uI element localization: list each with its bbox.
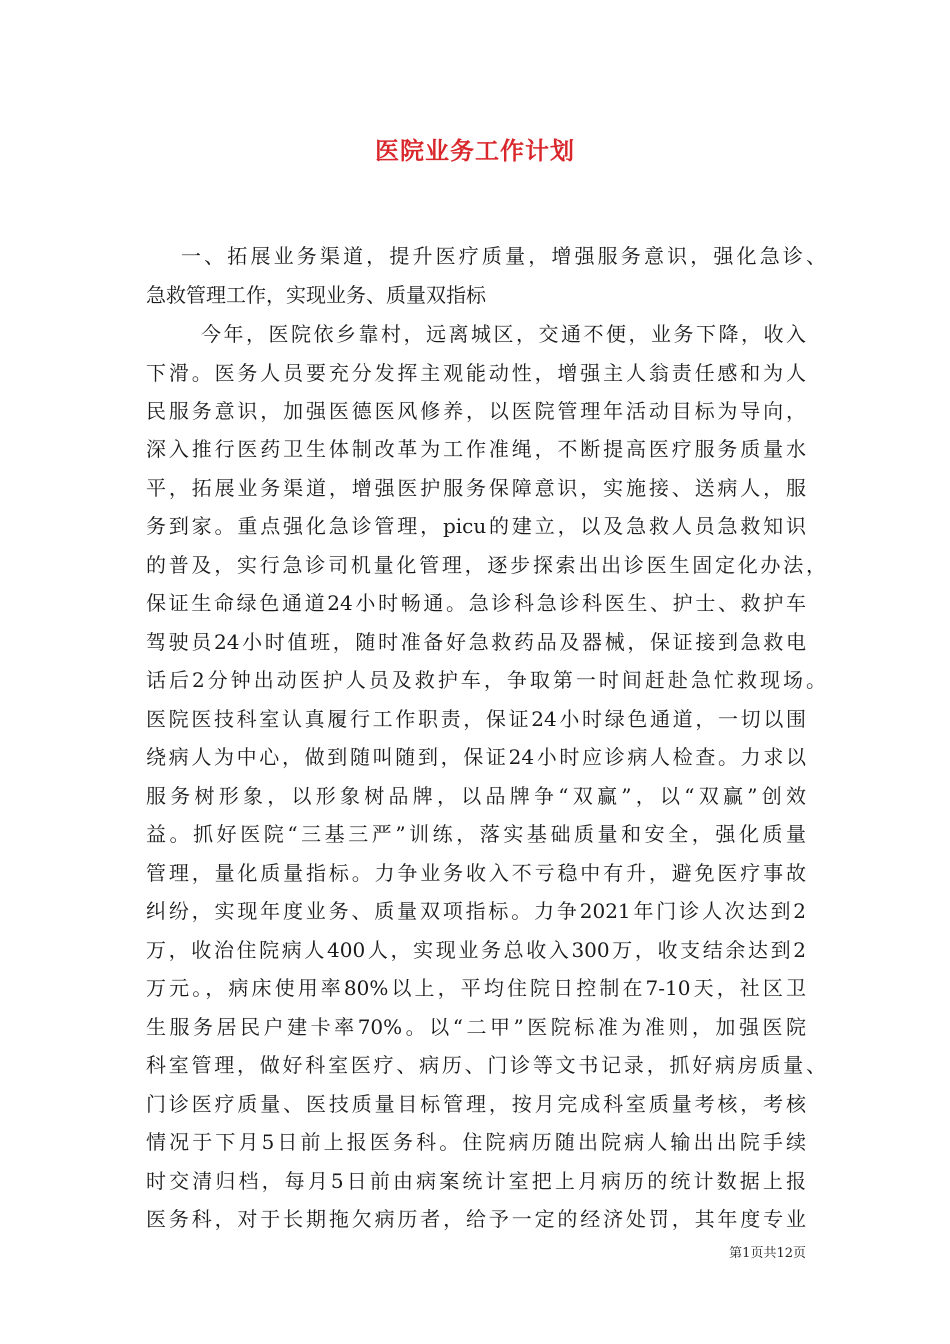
paragraph-line: 情况于下月5日前上报医务科。住院病历随出院病人输出出院手续 (146, 1130, 806, 1154)
paragraph-line: 科室管理，做好科室医疗、病历、门诊等文书记录，抓好病房质量、 (146, 1053, 826, 1077)
paragraph-line: 医务科，对于长期拖欠病历者，给予一定的经济处罚，其年度专业 (146, 1207, 806, 1231)
paragraph-line: 话后2分钟出动医护人员及救护车，争取第一时间赶赴急忙救现场。 (146, 668, 826, 692)
paragraph-line: 服务树形象，以形象树品牌，以品牌争“双赢”，以“双赢”创效 (146, 784, 806, 808)
paragraph-line: 万元。，病床使用率80%以上，平均住院日控制在7-10天，社区卫 (146, 976, 806, 1000)
paragraph-line: 平，拓展业务渠道，增强医护服务保障意识，实施接、送病人，服 (146, 476, 806, 500)
heading-line: 急救管理工作，实现业务、质量双指标 (146, 283, 486, 307)
paragraph-line: 益。抓好医院“三基三严”训练，落实基础质量和安全，强化质量 (146, 822, 806, 846)
paragraph-line: 管理，量化质量指标。力争业务收入不亏稳中有升，避免医疗事故 (146, 861, 806, 885)
paragraph-line: 的普及，实行急诊司机量化管理，逐步探索出出诊医生固定化办法， (146, 553, 826, 577)
paragraph-line: 务到家。重点强化急诊管理，picu的建立，以及急救人员急救知识 (146, 514, 806, 538)
paragraph-line: 门诊医疗质量、医技质量目标管理，按月完成科室质量考核，考核 (146, 1092, 806, 1116)
paragraph-line: 万，收治住院病人400人，实现业务总收入300万，收支结余达到2 (146, 938, 806, 962)
heading-line: 一、拓展业务渠道，提升医疗质量，增强服务意识，强化急诊、 (181, 244, 826, 268)
paragraph-line: 驾驶员24小时值班，随时准备好急救药品及器械，保证接到急救电 (146, 630, 806, 654)
page-number: 第1页共12页 (729, 1246, 806, 1261)
paragraph-line: 保证生命绿色通道24小时畅通。急诊科急诊科医生、护士、救护车 (146, 591, 806, 615)
paragraph-line: 纠纷，实现年度业务、质量双项指标。力争2021年门诊人次达到2 (146, 899, 806, 923)
paragraph-line: 民服务意识，加强医德医风修养，以医院管理年活动目标为导向， (146, 399, 806, 423)
paragraph-line: 生服务居民户建卡率70%。以“二甲”医院标准为准则，加强医院 (146, 1015, 806, 1039)
paragraph-line: 深入推行医药卫生体制改革为工作准绳，不断提高医疗服务质量水 (146, 437, 806, 461)
paragraph-line: 下滑。医务人员要充分发挥主观能动性，增强主人翁责任感和为人 (146, 361, 806, 385)
paragraph-line: 今年，医院依乡靠村，远离城区，交通不便，业务下降，收入 (201, 322, 806, 346)
paragraph-line: 绕病人为中心，做到随叫随到，保证24小时应诊病人检查。力求以 (146, 745, 806, 769)
paragraph-line: 时交清归档，每月5日前由病案统计室把上月病历的统计数据上报 (146, 1169, 806, 1193)
paragraph-line: 医院医技科室认真履行工作职责，保证24小时绿色通道，一切以围 (146, 707, 806, 731)
document-title: 医院业务工作计划 (375, 136, 575, 165)
